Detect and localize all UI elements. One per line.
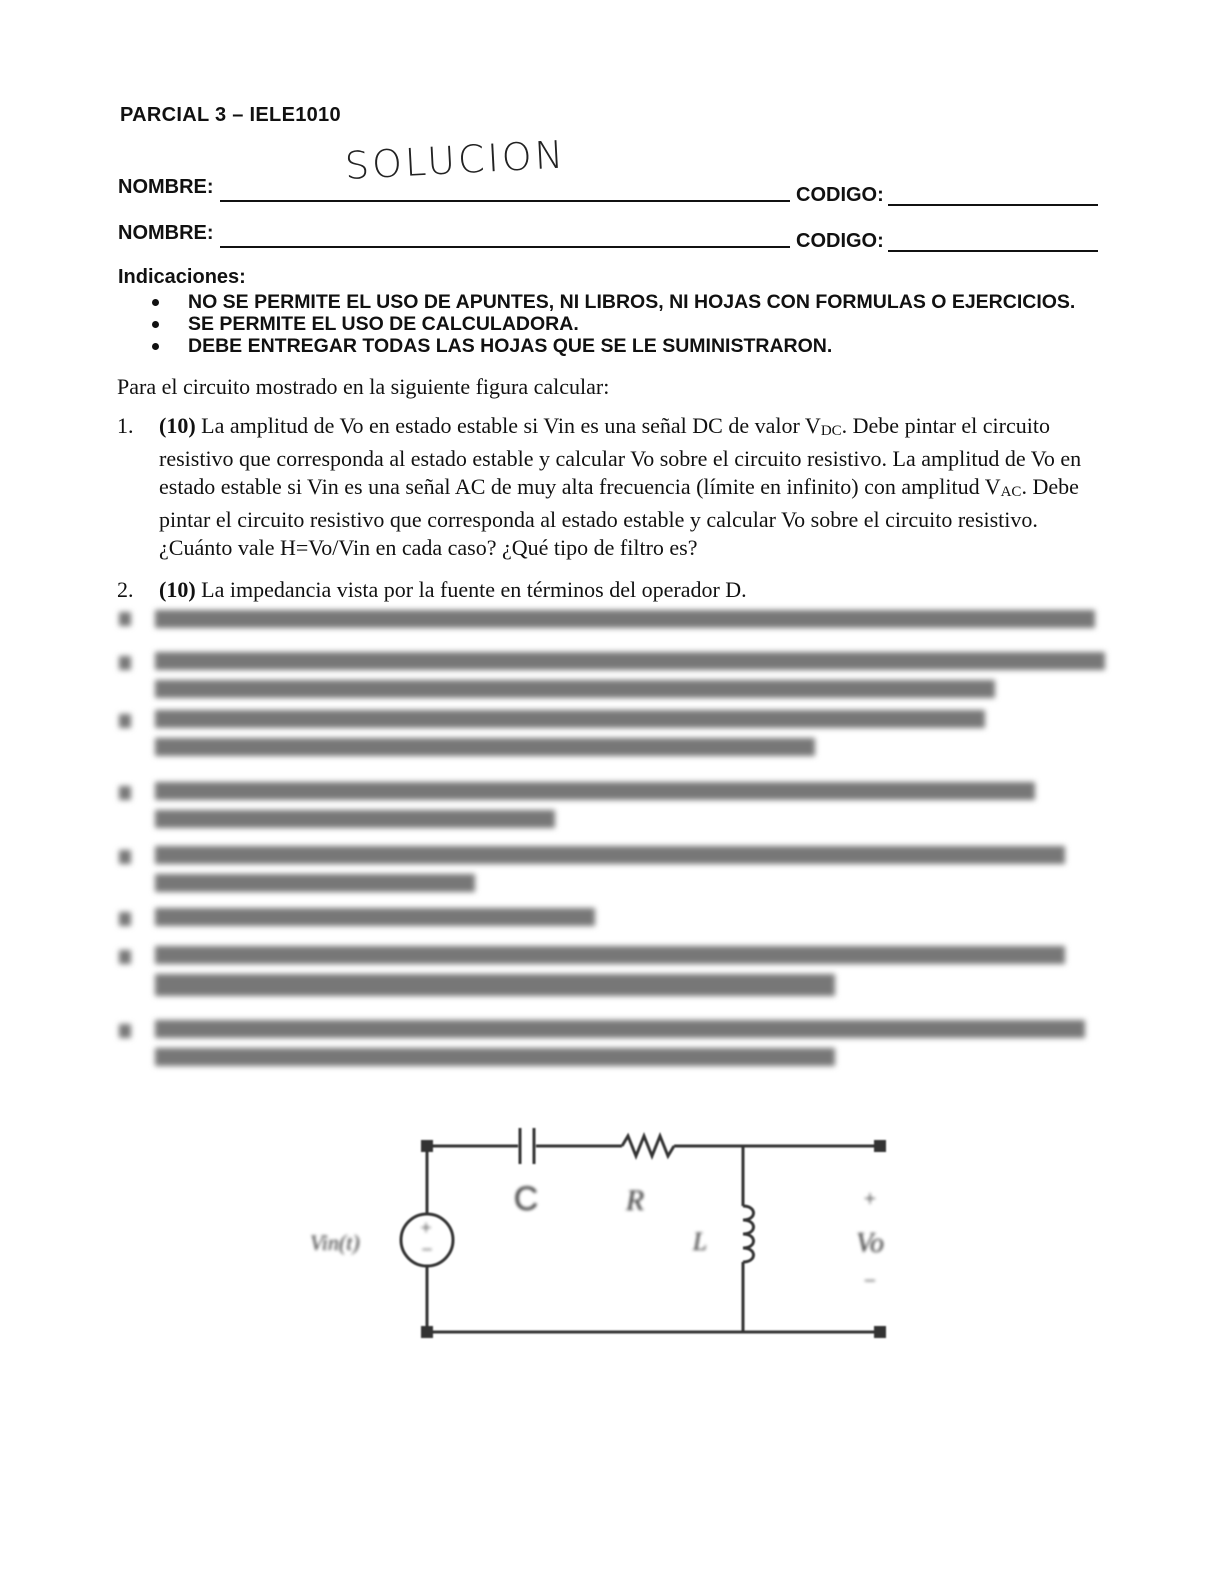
nombre-line-2[interactable] [220, 246, 790, 248]
question-points: (10) [159, 413, 196, 438]
resistor [622, 1136, 674, 1156]
node-bottom-left [421, 1326, 433, 1338]
subscript-ac: AC [1000, 484, 1022, 500]
rule-item: DEBE ENTREGAR TODAS LAS HOJAS QUE SE LE SUMINISTRARON. [150, 335, 1075, 357]
subscript-dc: DC [820, 423, 842, 439]
blurred-questions [117, 600, 1117, 1090]
source-minus-sign: − [421, 1239, 433, 1261]
source-label: Vin(t) [310, 1230, 360, 1255]
node-top-left [421, 1140, 433, 1152]
terminal-top-right [874, 1140, 886, 1152]
terminal-bottom-right [874, 1326, 886, 1338]
question-1 [117, 412, 1107, 562]
inductor [743, 1206, 754, 1262]
question-number: 1. [117, 413, 134, 438]
codigo-label-1: CODIGO: [796, 184, 884, 206]
inductor-label: L [692, 1227, 708, 1256]
circuit-diagram [300, 1110, 920, 1370]
question-points: (10) [159, 577, 196, 602]
indicaciones-list [150, 291, 1075, 357]
exam-title: PARCIAL 3 – IELE1010 [120, 104, 341, 126]
nombre-label-1: NOMBRE: [118, 176, 214, 198]
question-text: La amplitud de Vo en estado estable si Vin es una señal DC de valor V [195, 413, 821, 438]
rule-item: NO SE PERMITE EL USO DE APUNTES, NI LIBROS, NI HOJAS CON FORMULAS O EJERCICIOS. [150, 291, 1075, 313]
codigo-line-2[interactable] [888, 250, 1098, 252]
output-minus-sign: − [863, 1268, 877, 1293]
questions-list [117, 412, 1107, 604]
intro-text: Para el circuito mostrado en la siguiente figura calcular: [117, 374, 610, 399]
question-text: . Debe pintar el circuito resistivo que corresponda al estado estable y calcular Vo sobre el circuito resistivo. La amplitud de Vo en estado estable si Vin es una señal AC de muy alta frecuencia (límite en infinito) con amplitud V [159, 413, 1082, 499]
codigo-label-2: CODIGO: [796, 230, 884, 252]
nombre-label-2: NOMBRE: [118, 222, 214, 244]
source-plus-sign: + [420, 1217, 432, 1239]
output-label: Vo [856, 1228, 884, 1259]
rule-item: SE PERMITE EL USO DE CALCULADORA. [150, 313, 1075, 335]
question-number: 2. [117, 577, 134, 602]
nombre-line-1[interactable] [220, 200, 790, 202]
codigo-line-1[interactable] [888, 204, 1098, 206]
capacitor-label: C [513, 1180, 539, 1218]
blurred-lines-graphic [117, 600, 1117, 1090]
question-text: . Debe pintar el circuito resistivo que corresponda al estado estable y calcular Vo sobre el circuito resistivo. ¿Cuánto vale H=Vo/Vin en cada caso? ¿Qué tipo de filtro es? [159, 474, 1079, 560]
indicaciones-heading: Indicaciones: [118, 266, 246, 288]
handwritten-name: SOLUCION [343, 132, 568, 188]
output-plus-sign: + [863, 1186, 877, 1211]
question-text: La impedancia vista por la fuente en términos del operador D. [195, 577, 747, 602]
resistor-label: R [625, 1184, 645, 1217]
